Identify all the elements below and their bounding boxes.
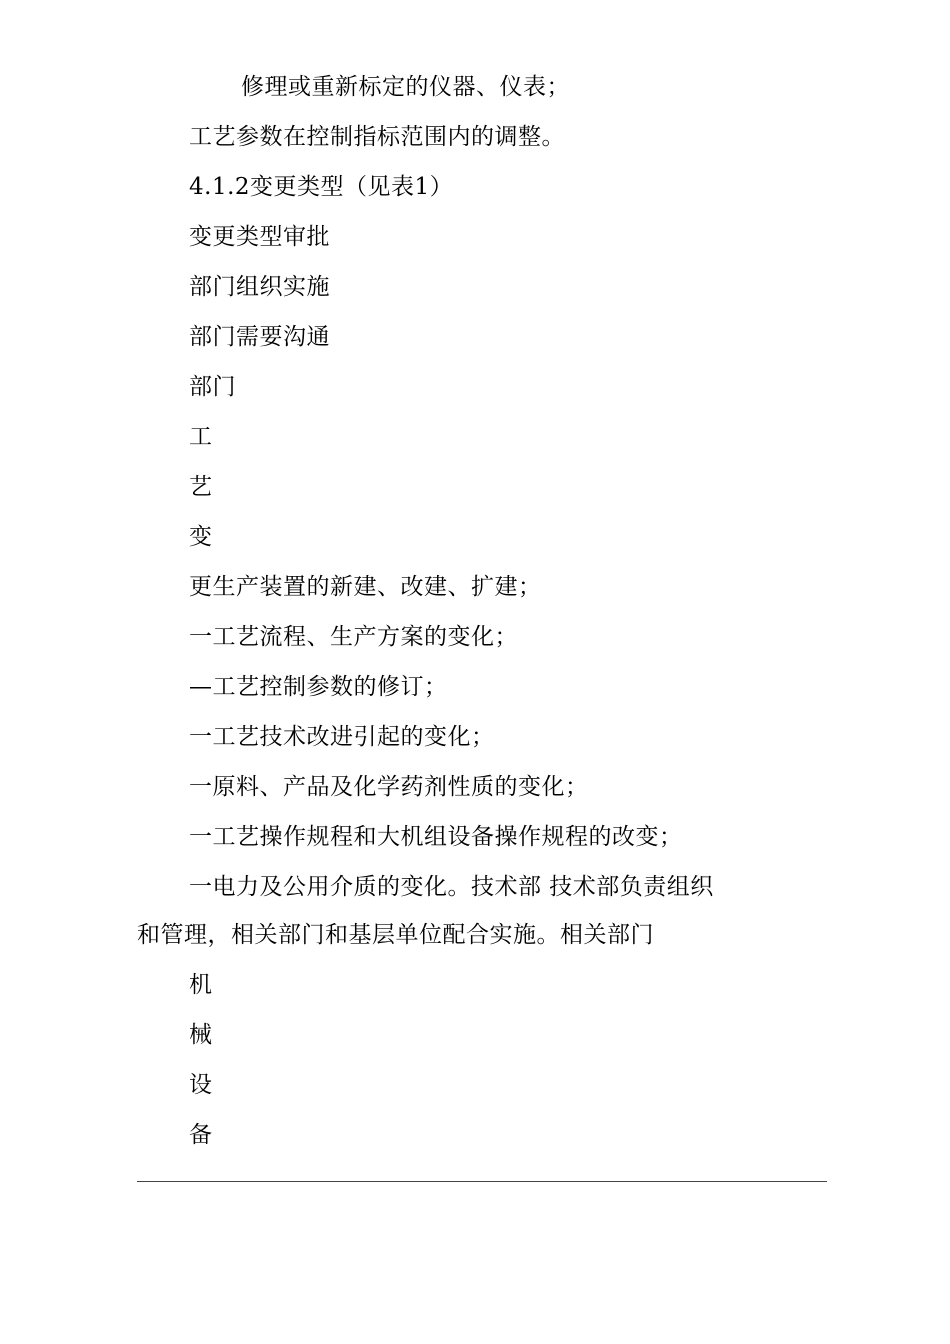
text-line-parameter-adjustment: 工艺参数在控制指标范围内的调整。 [189, 124, 565, 150]
text-char-gong: 工 [189, 424, 213, 450]
text-line-dept-implementation: 部门组织实施 [189, 274, 330, 300]
text-char-xie: 械 [189, 1022, 213, 1048]
footer-divider [137, 1181, 827, 1182]
text-line-process-flow: 一工艺流程、生产方案的变化； [189, 624, 518, 650]
text-char-yi: 艺 [189, 474, 213, 500]
text-line-control-parameters: —工艺控制参数的修订； [189, 674, 448, 700]
text-line-tech-improvement: 一工艺技术改进引起的变化； [189, 724, 495, 750]
text-char-she: 设 [189, 1072, 213, 1098]
section-heading-change-types: 4.1.2变更类型（见表1） [189, 174, 454, 200]
text-line-repair-instruments: 修理或重新标定的仪器、仪表； [241, 74, 570, 100]
text-char-bian: 变 [189, 524, 213, 550]
text-line-power-utilities: 一电力及公用介质的变化。技术部 技术部负责组织 [189, 874, 714, 900]
text-line-raw-materials: 一原料、产品及化学药剂性质的变化； [189, 774, 589, 800]
text-line-management: 和管理，相关部门和基层单位配合实施。相关部门 [137, 922, 654, 948]
text-char-bei: 备 [189, 1122, 213, 1148]
text-line-change-type-approval: 变更类型审批 [189, 224, 330, 250]
text-line-new-construction: 更生产装置的新建、改建、扩建； [189, 574, 542, 600]
text-char-ji: 机 [189, 972, 213, 998]
text-line-dept: 部门 [189, 374, 236, 400]
text-line-dept-communication: 部门需要沟通 [189, 324, 330, 350]
text-line-operating-procedures: 一工艺操作规程和大机组设备操作规程的改变； [189, 824, 683, 850]
